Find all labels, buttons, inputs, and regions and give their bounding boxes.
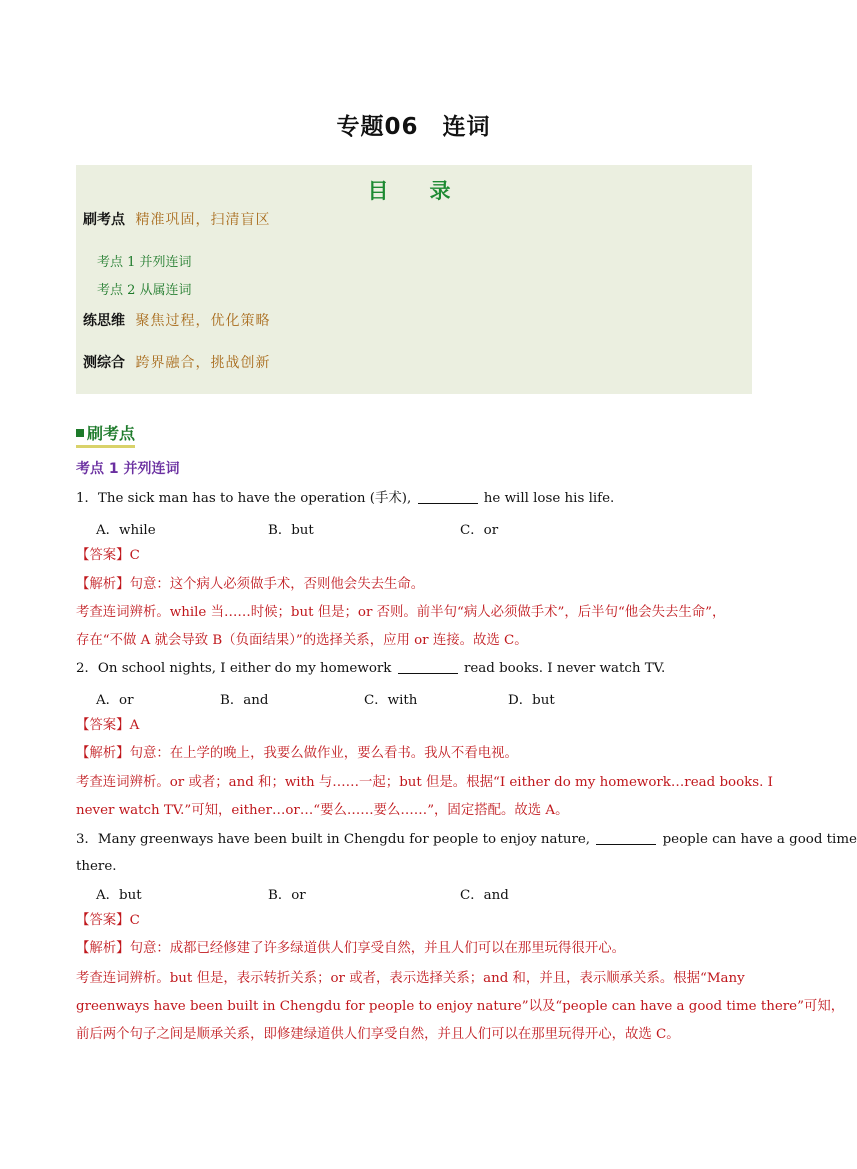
answer-line	[76, 547, 140, 565]
question-stem-part: 2．On school nights, I either do my homework	[76, 661, 392, 676]
answer-value: C	[129, 548, 140, 563]
analysis-text: 句意：这个病人必须做手术，否则他会失去生命。	[129, 577, 425, 592]
analysis-line	[76, 745, 518, 763]
question-stem-part: 1．The sick man has to have the operation (手术),	[76, 491, 412, 506]
toc-desc: 聚焦过程，优化策略	[135, 313, 271, 329]
question-stem-part: read books. I never watch TV.	[463, 661, 666, 676]
explain-line: 存在“不做 A 就会导致 B（负面结果）”的选择关系，应用 or 连接。故选 C。	[76, 633, 528, 648]
toc-desc: 精准巩固，扫清盲区	[135, 212, 271, 228]
toc-sub-point-2: 考点 2 从属连词	[97, 283, 192, 298]
question-2-stem	[76, 660, 665, 678]
answer-blank	[596, 832, 656, 845]
section-heading-text: 刷考点	[87, 424, 136, 443]
option: C．or	[460, 523, 499, 538]
toc-row-drill	[83, 209, 270, 229]
answer-line	[76, 912, 140, 930]
analysis-tag: 【解析】	[76, 941, 130, 956]
table-of-contents	[76, 165, 752, 394]
option: B．but	[268, 523, 314, 538]
answer-tag: 【答案】	[76, 913, 130, 928]
square-bullet-icon	[76, 429, 84, 437]
answer-value: C	[129, 913, 140, 928]
explain-line: never watch TV.”可知，either…or…“要么……要么……”，固定搭配。故选 A。	[76, 803, 569, 818]
answer-blank	[418, 491, 478, 504]
explain-line: 考查连词辨析。while 当……时候；but 但是；or 否则。前半句“病人必须做手术”，后半句“他会失去生命”，	[76, 605, 726, 620]
toc-label: 练思维	[83, 313, 125, 329]
question-stem-part: 3．Many greenways have been built in Chengdu for people to enjoy nature,	[76, 832, 591, 847]
explain-line: 考查连词辨析。or 或者；and 和；with 与……一起；but 但是。根据“I either do my homework…read books. I	[76, 775, 773, 790]
option: D．but	[508, 693, 555, 708]
answer-tag: 【答案】	[76, 548, 130, 563]
question-3-stem-cont: there.	[76, 859, 117, 874]
option: A．or	[96, 693, 134, 708]
answer-blank	[398, 661, 458, 674]
point-heading: 考点 1 并列连词	[76, 461, 180, 477]
option: A．while	[96, 523, 156, 538]
answer-value: A	[129, 718, 140, 733]
question-stem-part: people can have a good time	[662, 832, 857, 847]
toc-heading: 目 录	[367, 179, 461, 203]
toc-sub-point-1: 考点 1 并列连词	[97, 255, 192, 270]
analysis-line	[76, 576, 424, 594]
toc-desc: 跨界融合，挑战创新	[135, 355, 271, 371]
analysis-tag: 【解析】	[76, 746, 130, 761]
explain-line: 前后两个句子之间是顺承关系，即修建绿道供人们享受自然，并且人们可以在那里玩得开心，故选 C。	[76, 1027, 680, 1042]
question-1-stem	[76, 490, 614, 508]
page-title: 专题06 连词	[336, 114, 491, 140]
answer-tag: 【答案】	[76, 718, 130, 733]
option: A．but	[96, 888, 142, 903]
section-heading	[76, 421, 135, 448]
analysis-text: 句意：成都已经修建了许多绿道供人们享受自然，并且人们可以在那里玩得很开心。	[129, 941, 626, 956]
analysis-text: 句意：在上学的晚上，我要么做作业，要么看书。我从不看电视。	[129, 746, 518, 761]
analysis-line	[76, 940, 625, 958]
option: C．with	[364, 693, 418, 708]
toc-row-comprehensive	[83, 352, 270, 372]
toc-row-thinking	[83, 310, 270, 330]
option: B．or	[268, 888, 306, 903]
explain-line: 考查连词辨析。but 但是，表示转折关系；or 或者，表示选择关系；and 和，并且，表示顺承关系。根据“Many	[76, 971, 745, 986]
answer-line	[76, 717, 139, 735]
toc-label: 测综合	[83, 355, 125, 371]
question-3-stem	[76, 831, 857, 849]
question-stem-part: he will lose his life.	[483, 491, 615, 506]
option: C．and	[460, 888, 509, 903]
toc-label: 刷考点	[83, 212, 125, 228]
explain-line: greenways have been built in Chengdu for people to enjoy nature”以及“people can have a good time there”可知，	[76, 999, 845, 1014]
option: B．and	[220, 693, 269, 708]
analysis-tag: 【解析】	[76, 577, 130, 592]
